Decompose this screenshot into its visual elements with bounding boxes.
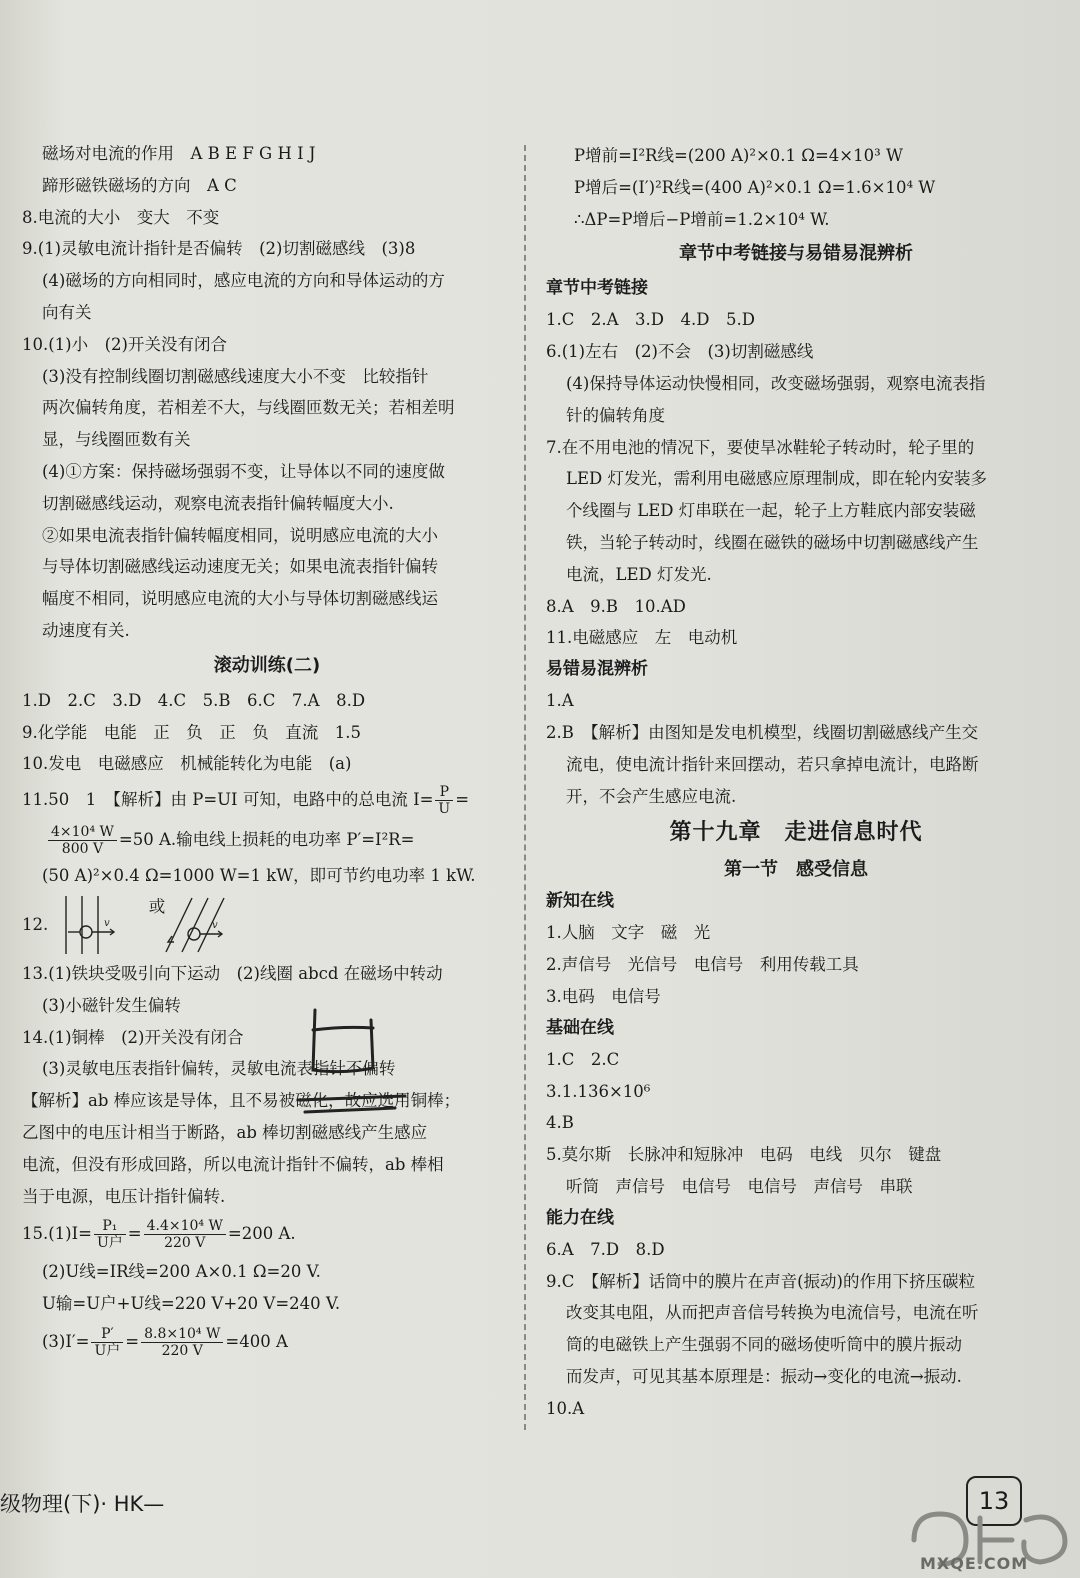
answer-line: 9.(1)灵敏电流计指针是否偏转 (2)切割磁感线 (3)8: [22, 239, 416, 259]
answer-line: (3)灵敏电压表指针偏转，灵敏电流表指针不偏转: [42, 1059, 396, 1079]
answer-line: 乙图中的电压计相当于断路，ab 棒切割磁感线产生感应: [22, 1122, 428, 1142]
answer-line-q11b: [22, 820, 512, 860]
fraction: $\frac{\text{8.8×10⁴ W}}{220 V}$: [141, 1326, 223, 1359]
answer-line: 1.人脑 文字 磁 光: [546, 923, 711, 943]
answer-line: 8.电流的大小 变大 不变: [22, 207, 220, 227]
left-column: [22, 138, 512, 1364]
answer-line: 电流，LED 灯发光.: [566, 564, 712, 584]
answer-line: 电流，但没有形成回路，所以电流计指针不偏转，ab 棒相: [22, 1154, 444, 1174]
subsection-title: 新知在线: [546, 891, 614, 912]
answer-line: 向有关: [42, 302, 92, 322]
answer-line-q15c: (3)I′= $\frac{P'}{\text{U户}}$ = $\frac{\text{8.8×10⁴ W}}{220 V}$ =400 A: [42, 1325, 288, 1359]
subsection-title: 基础在线: [546, 1017, 614, 1038]
answer-line: 8.A 9.B 10.AD: [546, 596, 686, 616]
answer-line: 显，与线圈匝数有关: [42, 430, 191, 450]
answer-line: 4.B: [546, 1113, 574, 1133]
answer-line: 14.(1)铜棒 (2)开关没有闭合: [22, 1027, 244, 1047]
subsection-title: 章节中考链接: [546, 278, 648, 299]
answer-line: P增后=(I′)²R线=(400 A)²×0.1 Ω=1.6×10⁴ W: [574, 177, 936, 197]
answer-line: 动速度有关.: [42, 620, 130, 640]
section-title: 章节中考链接与易错易混辨析: [679, 243, 913, 265]
fraction: $\frac{P}{U}$: [435, 784, 453, 817]
q11-text: =50 A.输电线上损耗的电功率 P′=I²R=: [118, 830, 415, 850]
answer-line: 切割磁感线运动，观察电流表指针偏转幅度大小.: [42, 493, 394, 513]
svg-text:v: v: [103, 918, 110, 930]
answer-line: 个线圈与 LED 灯串联在一起，轮子上方鞋底内部安装磁: [566, 501, 976, 521]
watermark-text: MXQE.COM: [920, 1554, 1029, 1573]
answer-line: 当于电源，电压计指针偏转.: [22, 1186, 226, 1206]
q11-text: 11.50 1 【解析】由 P=UI 可知，电路中的总电流 I=: [22, 790, 434, 810]
answer-line: (4)保持导体运动快慢相同，改变磁场强弱，观察电流表指: [566, 373, 986, 393]
answer-line: 10.发电 电磁感应 机械能转化为电能 (a): [22, 754, 352, 774]
answer-line: 6.A 7.D 8.D: [546, 1239, 665, 1259]
answer-line: (3)小磁针发生偏转: [42, 995, 181, 1015]
answer-line: 1.C 2.C: [546, 1049, 620, 1069]
fraction: $\frac{\text{P₁}}{\text{U户}}$: [94, 1218, 126, 1251]
answer-line: (4)①方案：保持磁场强弱不变，让导体以不同的速度做: [42, 461, 445, 481]
answer-line: 与导体切割磁感线运动速度无关；如果电流表指针偏转: [42, 557, 438, 577]
answer-line: 流电，使电流计指针来回摆动，若只拿掉电流计，电路断: [566, 754, 979, 774]
answer-line: 3.1.136×10⁶: [546, 1081, 651, 1101]
chapter-title: 第十九章 走进信息时代: [669, 820, 923, 846]
answer-line: 1.D 2.C 3.D 4.C 5.B 6.C 7.A 8.D: [22, 690, 366, 710]
answer-line: 10.A: [546, 1398, 585, 1418]
answer-line: P增前=I²R线=(200 A)²×0.1 Ω=4×10³ W: [574, 146, 903, 165]
section-title: 滚动训练(二): [213, 654, 321, 676]
answer-line: 13.(1)铁块受吸引向下运动 (2)线圈 abcd 在磁场中转动: [22, 963, 443, 983]
answer-line: 9.C 【解析】话筒中的膜片在声音(振动)的作用下挤压碳粒: [546, 1271, 975, 1291]
answer-line: 1.A: [546, 691, 574, 711]
handwritten-mark: [295, 1000, 415, 1150]
answer-line: 针的偏转角度: [566, 405, 665, 425]
answer-line: LED 灯发光，需利用电磁感应原理制成，即在轮内安装多: [566, 469, 987, 489]
answer-line: 幅度不相同，说明感应电流的大小与导体切割磁感线运: [42, 589, 438, 609]
answer-line: 改变其电阻，从而把声音信号转换为电流信号，电流在听: [566, 1303, 979, 1323]
answer-line-q12: [22, 892, 512, 958]
answer-line: U输=U户+U线=220 V+20 V=240 V.: [42, 1294, 341, 1314]
answer-line-q11: 11.50 1 【解析】由 P=UI 可知，电路中的总电流 I= $\frac{P}{U}$ =: [22, 784, 470, 818]
subsection-title: 易错易混辨析: [546, 659, 648, 680]
answer-line: 9.化学能 电能 正 负 正 负 直流 1.5: [22, 722, 361, 742]
svg-text:v: v: [211, 920, 218, 932]
answer-line: ∴ΔP=P增后−P增前=1.2×10⁴ W.: [574, 209, 830, 229]
answer-line: (4)磁场的方向相同时，感应电流的方向和导体运动的方: [42, 271, 445, 291]
answer-line: 铁，当轮子转动时，线圈在磁铁的磁场中切割磁感线产生: [566, 532, 979, 552]
answer-line: 【解析】ab 棒应该是导体，且不易被磁化，故应选用铜棒；: [22, 1091, 461, 1111]
page-number: 13: [966, 1476, 1022, 1526]
answer-line: 听筒 声信号 电信号 电信号 声信号 串联: [566, 1176, 913, 1196]
right-column: [546, 140, 1046, 1425]
answer-line: 3.电码 电信号: [546, 986, 661, 1006]
answer-line: ②如果电流表指针偏转幅度相同，说明感应电流的大小: [42, 525, 438, 545]
answer-line: (3)没有控制线圈切割磁感线速度大小不变 比较指针: [42, 366, 429, 386]
answer-line: 2.B 【解析】由图知是发电机模型，线圈切割磁感线产生交: [546, 722, 979, 742]
answer-line: 筒的电磁铁上产生强弱不同的磁场使听筒中的膜片振动: [566, 1335, 962, 1355]
fraction: $\frac{\text{4×10⁴ W}}{800 V}$: [48, 824, 117, 857]
q12-label: 12.: [22, 914, 49, 934]
answer-line: 6.(1)左右 (2)不会 (3)切割磁感线: [546, 342, 814, 362]
answer-line: 11.电磁感应 左 电动机: [546, 628, 738, 648]
answer-line: 开，不会产生感应电流.: [566, 786, 737, 806]
answer-line: 而发声，可见其基本原理是：振动→变化的电流→振动.: [566, 1366, 962, 1386]
answer-line: 1.C 2.A 3.D 4.D 5.D: [546, 310, 755, 330]
column-divider: [524, 145, 526, 1430]
subsection-title: 能力在线: [546, 1207, 614, 1228]
answer-line: 7.在不用电池的情况下，要使旱冰鞋轮子转动时，轮子里的: [546, 437, 975, 457]
answer-line: 蹄形磁铁磁场的方向 A C: [42, 175, 237, 195]
fraction: $\frac{\text{4.4×10⁴ W}}{220 V}$: [144, 1218, 226, 1251]
answer-line: 10.(1)小 (2)开关没有闭合: [22, 334, 227, 354]
answer-line: (2)U线=IR线=200 A×0.1 Ω=20 V.: [42, 1262, 321, 1282]
answer-line: 磁场对电流的作用 A B E F G H I J: [42, 144, 316, 163]
answer-line-q15: 15.(1)I= $\frac{\text{P₁}}{\text{U户}}$ = $\frac{\text{4.4×10⁴ W}}{220 V}$ =200 A.: [22, 1218, 296, 1252]
q12-or: 或: [148, 896, 166, 916]
footer-book-title: 级物理(下)· HK—: [0, 1492, 165, 1516]
answer-line: 两次偏转角度，若相差不大，与线圈匝数无关；若相差明: [42, 398, 455, 418]
answer-line: 5.莫尔斯 长脉冲和短脉冲 电码 电线 贝尔 键盘: [546, 1145, 942, 1165]
fraction: $\frac{P'}{\text{U户}}$: [91, 1326, 123, 1359]
answer-line: (50 A)²×0.4 Ω=1000 W=1 kW，即可节约电功率 1 kW.: [42, 866, 476, 886]
answer-line: 2.声信号 光信号 电信号 利用传载工具: [546, 955, 859, 975]
section-title: 第一节 感受信息: [724, 859, 868, 881]
